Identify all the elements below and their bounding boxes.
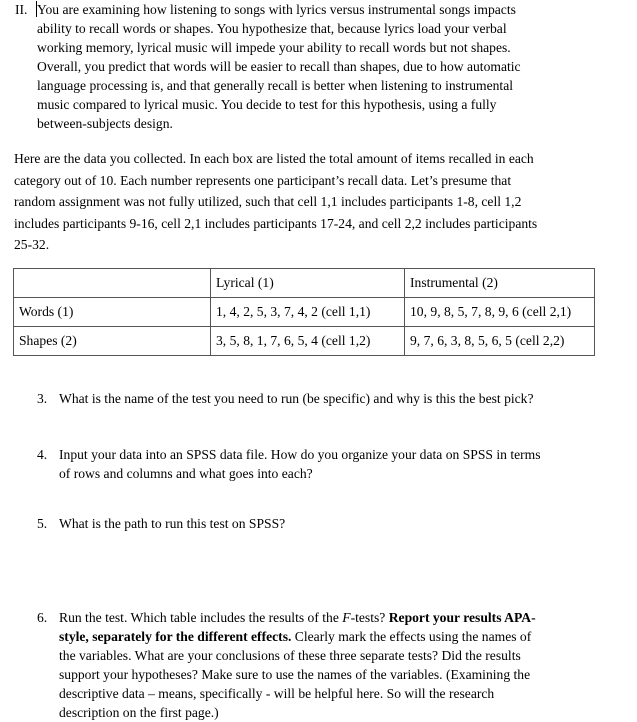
section-numeral: II.: [15, 2, 28, 17]
description-line: random assignment was not fully utilized, such that cell 1,1 includes participants 1-8, cell 1,2: [14, 194, 522, 209]
intro-line: music compared to lyrical music. You decide to test for this hypothesis, using a fully: [37, 97, 497, 112]
description-line: includes participants 9-16, cell 2,1 includes participants 17-24, and cell 2,2 includes participants: [14, 215, 538, 231]
description-line: Here are the data you collected. In each box are listed the total amount of items recalled in each: [14, 151, 534, 166]
question-number: 3.: [37, 391, 48, 406]
question-line: support your hypotheses? Make sure to use the names of the variables. (Examining the: [59, 667, 531, 682]
question-line: description on the first page.): [59, 705, 219, 720]
intro-line: Overall, you predict that words will be easier to recall than shapes, due to how automatic: [37, 59, 521, 74]
question-text: What is the name of the test you need to run (be specific) and why is this the best pick?: [59, 391, 534, 406]
table-row: [14, 298, 595, 327]
emphasis-text: Report your results APA-: [388, 610, 536, 625]
description-line: category out of 10. Each number represents one participant’s recall data. Let’s presume that: [14, 172, 512, 188]
intro-line: language processing is, and that generally recall is better when listening to instrumental: [37, 78, 514, 93]
question-line: descriptive data – means, specifically - will be helpful here. So will the research: [59, 686, 495, 701]
table-header-cell: Lyrical (1): [211, 269, 405, 298]
f-statistic-symbol: F: [342, 610, 351, 625]
table-header-cell: [14, 269, 211, 298]
table-header-row: [14, 269, 595, 298]
table-cell: 9, 7, 6, 3, 8, 5, 6, 5 (cell 2,2): [405, 327, 595, 356]
question-number: 4.: [37, 447, 48, 462]
table-cell: 1, 4, 2, 5, 3, 7, 4, 2 (cell 1,1): [211, 298, 405, 327]
intro-line: You are examining how listening to songs with lyrics versus instrumental songs impacts: [37, 2, 516, 17]
question-text: What is the path to run this test on SPSS?: [59, 516, 286, 531]
intro-paragraph: [37, 0, 597, 133]
question-line: Input your data into an SPSS data file. How do you organize your data on SPSS in terms: [59, 447, 541, 462]
table-row-label: Shapes (2): [14, 327, 211, 356]
table-row: [14, 327, 595, 356]
table-cell: 3, 5, 8, 1, 7, 6, 5, 4 (cell 1,2): [211, 327, 405, 356]
intro-line: between-subjects design.: [37, 116, 173, 131]
table-row-label: Words (1): [14, 298, 211, 327]
table-cell: 10, 9, 8, 5, 7, 8, 9, 6 (cell 2,1): [405, 298, 595, 327]
recall-data-table: [13, 268, 595, 356]
question-text: [59, 445, 599, 483]
question-text-run: -tests?: [350, 610, 389, 625]
question-line: [59, 627, 599, 646]
description-line: 25-32.: [14, 237, 50, 252]
question-number: 6.: [37, 610, 48, 625]
question-text: [59, 608, 599, 722]
question-text-run: Run the test. Which table includes the results of the: [59, 610, 343, 625]
emphasis-text: style, separately for the different effects.: [59, 629, 292, 644]
intro-line: working memory, lyrical music will impede your ability to recall words but not shapes.: [37, 40, 511, 55]
intro-line: ability to recall words or shapes. You hypothesize that, because lyrics load your verbal: [37, 21, 507, 36]
table-header-cell: Instrumental (2): [405, 269, 595, 298]
question-line: the variables. What are your conclusions of these three separate tests? Did the results: [59, 648, 521, 663]
question-text-run: Clearly mark the effects using the names of: [291, 629, 532, 644]
question-line: [59, 608, 599, 627]
question-line: of rows and columns and what goes into each?: [59, 466, 313, 481]
data-description-paragraph: [14, 148, 614, 256]
question-number: 5.: [37, 516, 48, 531]
